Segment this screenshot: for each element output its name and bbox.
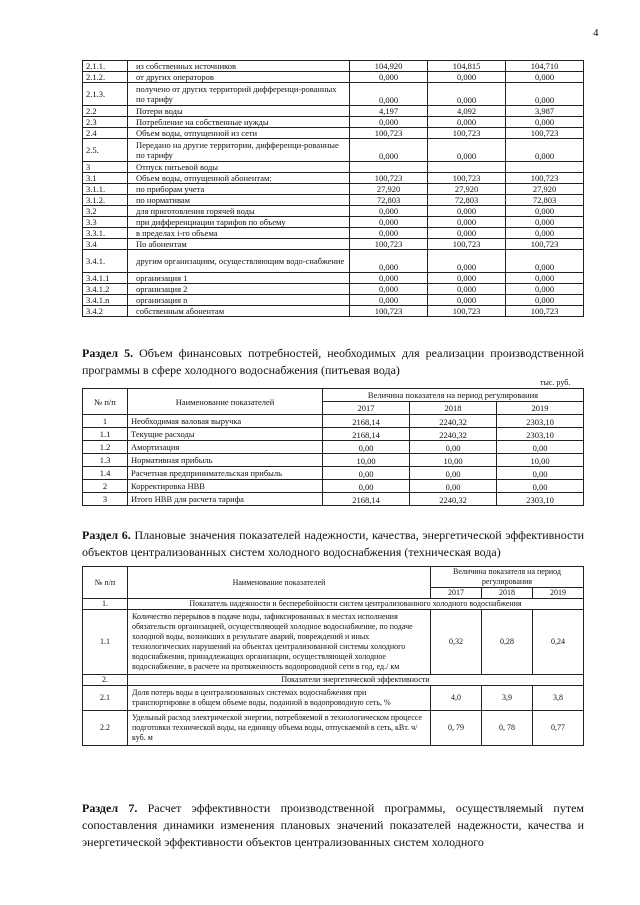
row-value: 0,00 (497, 441, 584, 454)
table-row (83, 162, 584, 173)
row-name: Амортизация (128, 441, 323, 454)
table-row (83, 686, 584, 711)
row-value: 0,000 (428, 72, 506, 83)
financial-needs-table (82, 388, 584, 506)
row-code: 3.4.1. (83, 250, 128, 273)
row-code: 3.3 (83, 217, 128, 228)
row-code: 2.1 (83, 686, 128, 711)
row-code: 2.1.3. (83, 83, 128, 106)
section-6-title: Плановые значения показателей надежности, качества, энергетической эффективности объектов централизованных систем холодного водоснабжения (техническая вода) (82, 528, 584, 559)
row-code: 2.5. (83, 139, 128, 162)
row-value: 0,000 (350, 83, 428, 106)
row-code: 3.3.1. (83, 228, 128, 239)
row-value: 4,092 (428, 106, 506, 117)
row-value: 3,987 (506, 106, 584, 117)
row-value: 100,723 (350, 306, 428, 317)
row-name: Потери воды (128, 106, 350, 117)
row-value: 0,000 (506, 117, 584, 128)
row-value: 0,000 (350, 295, 428, 306)
row-value: 104,815 (428, 61, 506, 72)
row-value: 0,000 (428, 284, 506, 295)
row-name: Доля потерь воды в централизованных системах водоснабжения при транспортировке в общем объеме воды, поданной в водопроводную сеть, % (128, 686, 431, 711)
table-row (83, 139, 584, 162)
year-header: 2018 (482, 588, 533, 599)
row-value: 0,000 (428, 250, 506, 273)
table-row (83, 173, 584, 184)
row-name: получено от других территорий дифференци-рованных по тарифу (128, 83, 350, 106)
row-value: 100,723 (428, 239, 506, 250)
table-row (83, 711, 584, 746)
row-name: организация 2 (128, 284, 350, 295)
row-code: 2.3 (83, 117, 128, 128)
row-name: Корректировка НВВ (128, 480, 323, 493)
row-value: 0,32 (431, 610, 482, 675)
reliability-indicators-table (82, 566, 584, 746)
row-name: в пределах i-го объема (128, 228, 350, 239)
row-name: Объем воды, отпущенной из сети (128, 128, 350, 139)
row-name: Отпуск питьевой воды (128, 162, 350, 173)
row-code: 2 (83, 480, 128, 493)
row-code: 3.2 (83, 206, 128, 217)
row-value: 2240,32 (410, 428, 497, 441)
row-code: 1.4 (83, 467, 128, 480)
row-value: 0,000 (350, 217, 428, 228)
row-value: 104,710 (506, 61, 584, 72)
col-num-header: № п/п (83, 389, 128, 415)
row-value (350, 162, 428, 173)
row-value: 100,723 (350, 128, 428, 139)
row-value: 0,24 (533, 610, 584, 675)
table-row (83, 61, 584, 72)
table-row (83, 284, 584, 295)
row-value: 0,000 (428, 206, 506, 217)
row-value: 2168,14 (323, 415, 410, 428)
row-value: 100,723 (428, 173, 506, 184)
row-value: 100,723 (506, 239, 584, 250)
row-code: 3 (83, 162, 128, 173)
water-balance-table (82, 60, 584, 317)
row-value: 0,000 (350, 228, 428, 239)
row-value: 2240,32 (410, 493, 497, 506)
row-value: 0,000 (506, 250, 584, 273)
row-name: Расчетная предпринимательская прибыль (128, 467, 323, 480)
row-name: Текущие расходы (128, 428, 323, 441)
section-6-heading (82, 527, 584, 561)
row-value: 0,000 (428, 295, 506, 306)
row-name: Итого НВВ для расчета тарифа (128, 493, 323, 506)
section-7-label: Раздел 7. (82, 801, 138, 815)
row-code: 1.1 (83, 428, 128, 441)
row-value: 100,723 (350, 239, 428, 250)
row-value: 0,00 (323, 441, 410, 454)
row-value: 0,000 (428, 117, 506, 128)
row-value: 0,000 (350, 273, 428, 284)
table-row (83, 415, 584, 428)
row-name: при дифференциации тарифов по объему (128, 217, 350, 228)
row-name: Передано на другие территории, дифференци-рованные по тарифу (128, 139, 350, 162)
row-name: По абонентам (128, 239, 350, 250)
row-code: 3.1.1. (83, 184, 128, 195)
row-value: 2240,32 (410, 415, 497, 428)
row-value: 72,803 (428, 195, 506, 206)
row-value: 0,000 (428, 273, 506, 284)
row-value: 2168,14 (323, 493, 410, 506)
row-value: 0,000 (350, 206, 428, 217)
row-code: 2.1.1. (83, 61, 128, 72)
year-header: 2018 (410, 402, 497, 415)
row-code: 3.4 (83, 239, 128, 250)
row-value: 100,723 (428, 128, 506, 139)
row-value: 0,00 (410, 480, 497, 493)
row-code: 1.1 (83, 610, 128, 675)
row-code: 3.4.1.2 (83, 284, 128, 295)
table-row (83, 675, 584, 686)
year-header: 2019 (497, 402, 584, 415)
table-row (83, 206, 584, 217)
row-value (506, 162, 584, 173)
row-value: 0,00 (323, 480, 410, 493)
table-row (83, 441, 584, 454)
row-value: 4,0 (431, 686, 482, 711)
table-row (83, 128, 584, 139)
row-name: организация 1 (128, 273, 350, 284)
table-row (83, 72, 584, 83)
row-value: 0,00 (410, 441, 497, 454)
year-header: 2017 (323, 402, 410, 415)
row-code: 1. (83, 599, 128, 610)
row-value: 0,000 (506, 72, 584, 83)
row-value: 72,803 (350, 195, 428, 206)
table-row (83, 195, 584, 206)
col-name-header: Наименование показателей (128, 567, 431, 599)
row-value: 100,723 (428, 306, 506, 317)
row-value: 2303,10 (497, 428, 584, 441)
col-period-header: Величина показателя на период регулирования (431, 567, 584, 588)
row-name: по приборам учета (128, 184, 350, 195)
row-code: 3.1 (83, 173, 128, 184)
row-value: 10,00 (323, 454, 410, 467)
row-value: 0,000 (428, 83, 506, 106)
row-value: 2303,10 (497, 493, 584, 506)
table-row (83, 306, 584, 317)
row-value: 0,000 (506, 273, 584, 284)
row-name: Удельный расход электрической энергии, потребляемой в технологическом процессе подготовки технической воды, на единицу объема воды, отпускаемой в сеть, кВт. ч/куб. м (128, 711, 431, 746)
table-row (83, 295, 584, 306)
row-value: 0,28 (482, 610, 533, 675)
row-value: 100,723 (506, 306, 584, 317)
table-row (83, 106, 584, 117)
row-value: 0,00 (497, 467, 584, 480)
row-value: 2303,10 (497, 415, 584, 428)
row-name: от других операторов (128, 72, 350, 83)
table-row (83, 599, 584, 610)
row-value: 0,000 (350, 117, 428, 128)
row-value: 0,000 (350, 139, 428, 162)
section-5-heading (82, 345, 584, 379)
row-value: 4,197 (350, 106, 428, 117)
row-value: 10,00 (410, 454, 497, 467)
row-value: 0,000 (506, 83, 584, 106)
row-code: 2.1.2. (83, 72, 128, 83)
row-code: 3.4.1.1 (83, 273, 128, 284)
row-value: 0,000 (506, 206, 584, 217)
row-value: 0,00 (497, 480, 584, 493)
row-value (428, 162, 506, 173)
row-value: 0,77 (533, 711, 584, 746)
row-value: 100,723 (350, 173, 428, 184)
row-name: Количество перерывов в подаче воды, зафиксированных в местах исполнения обязательств организацией, осуществляющей холодное водоснабжение, по подаче холодной воды, возникших в результате аварий, повреждений и иных технологических нарушений на объектах централизованной системы холодного водоснабжения, принадлежащих организации, осуществляющей холодное водоснабжение, в расчете на протяженность водопроводной сети в год, ед./ км (128, 610, 431, 675)
row-code: 2. (83, 675, 128, 686)
row-value: 0,000 (506, 139, 584, 162)
row-value: 3,8 (533, 686, 584, 711)
section-5-unit: тыс. руб. (540, 378, 571, 387)
page-number: 4 (593, 27, 599, 39)
table-row (83, 610, 584, 675)
year-header: 2019 (533, 588, 584, 599)
table-row (83, 480, 584, 493)
row-code: 1 (83, 415, 128, 428)
row-code: 3 (83, 493, 128, 506)
row-value: 0,000 (350, 72, 428, 83)
row-value: 0, 78 (482, 711, 533, 746)
section-7-title: Расчет эффективности производственной программы, осуществляемый путем сопоставления динамики изменения плановых значений показателей надежности, качества и энергетической эффективности объектов централизованных систем холодного (82, 801, 584, 849)
col-name-header: Наименование показателей (128, 389, 323, 415)
table-row (83, 428, 584, 441)
row-code: 1.3 (83, 454, 128, 467)
row-value: 0,000 (506, 217, 584, 228)
row-name: Потребление на собственные нужды (128, 117, 350, 128)
table-row (83, 184, 584, 195)
table-row (83, 454, 584, 467)
table-row (83, 493, 584, 506)
row-name: для приготовления горячей воды (128, 206, 350, 217)
row-value: 0,000 (350, 284, 428, 295)
row-code: 2.2 (83, 106, 128, 117)
row-code: 1.2 (83, 441, 128, 454)
row-value: 100,723 (506, 173, 584, 184)
row-value: 0,00 (323, 467, 410, 480)
table-row (83, 250, 584, 273)
row-code: 2.2 (83, 711, 128, 746)
row-value: 72,803 (506, 195, 584, 206)
section-7-heading (82, 800, 584, 851)
table-row (83, 228, 584, 239)
row-value: 27,920 (506, 184, 584, 195)
row-value: 0,000 (506, 295, 584, 306)
row-value: 2168,14 (323, 428, 410, 441)
row-value: 104,920 (350, 61, 428, 72)
row-value: 0,00 (410, 467, 497, 480)
row-code: 2.4 (83, 128, 128, 139)
row-value: 100,723 (506, 128, 584, 139)
row-value: 0,000 (350, 250, 428, 273)
year-header: 2017 (431, 588, 482, 599)
row-name: из собственных источников (128, 61, 350, 72)
row-value: 27,920 (428, 184, 506, 195)
row-value: 0,000 (428, 217, 506, 228)
row-code: 3.4.2 (83, 306, 128, 317)
row-name: по нормативам (128, 195, 350, 206)
row-name: Необходимая валовая выручка (128, 415, 323, 428)
row-name: собственным абонентам (128, 306, 350, 317)
row-name: другим организациям, осуществляющим водо-снабжение (128, 250, 350, 273)
table-row (83, 239, 584, 250)
row-value: 10,00 (497, 454, 584, 467)
row-code: 3.4.1.n (83, 295, 128, 306)
table-row (83, 83, 584, 106)
row-name: организация n (128, 295, 350, 306)
row-code: 3.1.2. (83, 195, 128, 206)
row-value: 0,000 (506, 228, 584, 239)
row-name: Объем воды, отпущенной абонентам: (128, 173, 350, 184)
row-value: 3,9 (482, 686, 533, 711)
section-6-label: Раздел 6. (82, 528, 131, 542)
col-period-header: Величина показателя на период регулирования (323, 389, 584, 402)
row-name: Нормативная прибыль (128, 454, 323, 467)
table-row (83, 467, 584, 480)
table-row (83, 217, 584, 228)
table-row (83, 117, 584, 128)
section-5-title: Объем финансовых потребностей, необходимых для реализации производственной программы в сфере холодного водоснабжения (питьевая вода) (82, 346, 584, 377)
row-value: 0, 79 (431, 711, 482, 746)
row-value: 27,920 (350, 184, 428, 195)
row-value: 0,000 (428, 139, 506, 162)
row-value: 0,000 (428, 228, 506, 239)
row-value: 0,000 (506, 284, 584, 295)
section-5-label: Раздел 5. (82, 346, 134, 360)
group-title: Показатель надежности и бесперебойности систем централизованного холодного водоснабжения (128, 599, 584, 610)
table-row (83, 273, 584, 284)
col-num-header: № п/п (83, 567, 128, 599)
group-title: Показатели энергетической эффективности (128, 675, 584, 686)
